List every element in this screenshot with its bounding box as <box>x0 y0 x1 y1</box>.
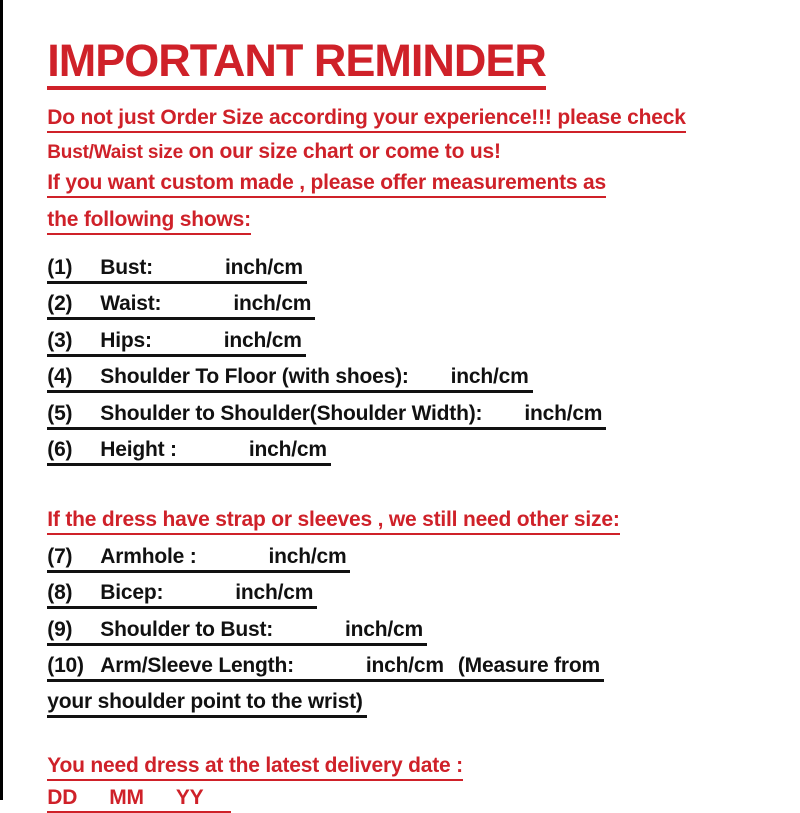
measurement-number: (1) <box>47 256 73 279</box>
date-field-year: YY <box>175 786 204 809</box>
measurement-unit: inch/cm <box>233 292 312 315</box>
measurement-number: (8) <box>47 581 73 604</box>
measurement-unit: inch/cm <box>365 654 444 677</box>
measurement-unit: inch/cm <box>268 545 347 568</box>
measurement-label: Shoulder to Shoulder(Shoulder Width): <box>100 402 483 425</box>
sleeves-section-heading-text: If the dress have strap or sleeves , we still need other size: <box>47 508 619 535</box>
measurement-label: Waist: <box>100 292 162 315</box>
measurement-row-6 <box>36 414 331 466</box>
measurement-label: Height : <box>100 438 177 461</box>
measurement-label: Bicep: <box>100 581 164 604</box>
date-field-month: MM <box>109 786 144 809</box>
intro-line-2-highlight: Bust/Waist size <box>47 142 183 163</box>
measurement-number: (9) <box>47 618 73 641</box>
measurement-unit: inch/cm <box>345 618 424 641</box>
intro-line-4 <box>36 184 251 235</box>
measurement-label: Arm/Sleeve Length: <box>100 654 294 677</box>
measurement-row-10-continuation <box>36 666 367 718</box>
page-title: IMPORTANT REMINDER <box>47 36 546 90</box>
page-title-row <box>36 12 546 90</box>
measurement-unit: inch/cm <box>224 256 303 279</box>
measurement-label: Shoulder to Bust: <box>100 618 274 641</box>
measurement-number: (3) <box>47 329 73 352</box>
intro-line-4-text: the following shows: <box>47 208 251 235</box>
measurement-note: (Measure from <box>457 654 600 677</box>
measurement-label: Armhole : <box>100 545 197 568</box>
measurement-number: (4) <box>47 365 73 388</box>
delivery-date-heading-text: You need dress at the latest delivery date : <box>47 754 463 781</box>
measurement-label: Hips: <box>100 329 152 352</box>
intro-line-3-text: If you want custom made , please offer measurements as <box>47 171 606 198</box>
intro-line-2-rest: on our size chart or come to us! <box>182 140 501 163</box>
measurement-number: (10) <box>47 654 84 677</box>
measurement-number: (2) <box>47 292 73 315</box>
measurement-number: (6) <box>47 438 73 461</box>
measurement-note-continuation: your shoulder point to the wrist) <box>47 690 366 718</box>
measurement-unit: inch/cm <box>235 581 314 604</box>
date-field-day: DD <box>47 786 78 809</box>
measurement-number: (5) <box>47 402 73 425</box>
measurement-unit: inch/cm <box>450 365 529 388</box>
measurement-number: (7) <box>47 545 73 568</box>
measurement-unit: inch/cm <box>248 438 327 461</box>
measurement-unit: inch/cm <box>524 402 603 425</box>
measurement-unit: inch/cm <box>223 329 302 352</box>
intro-line-1-text: Do not just Order Size according your experience!!! please check <box>47 106 685 133</box>
measurement-label: Shoulder To Floor (with shoes): <box>100 365 409 388</box>
delivery-date-fields-row <box>36 762 231 813</box>
measurement-label: Bust: <box>100 256 153 279</box>
